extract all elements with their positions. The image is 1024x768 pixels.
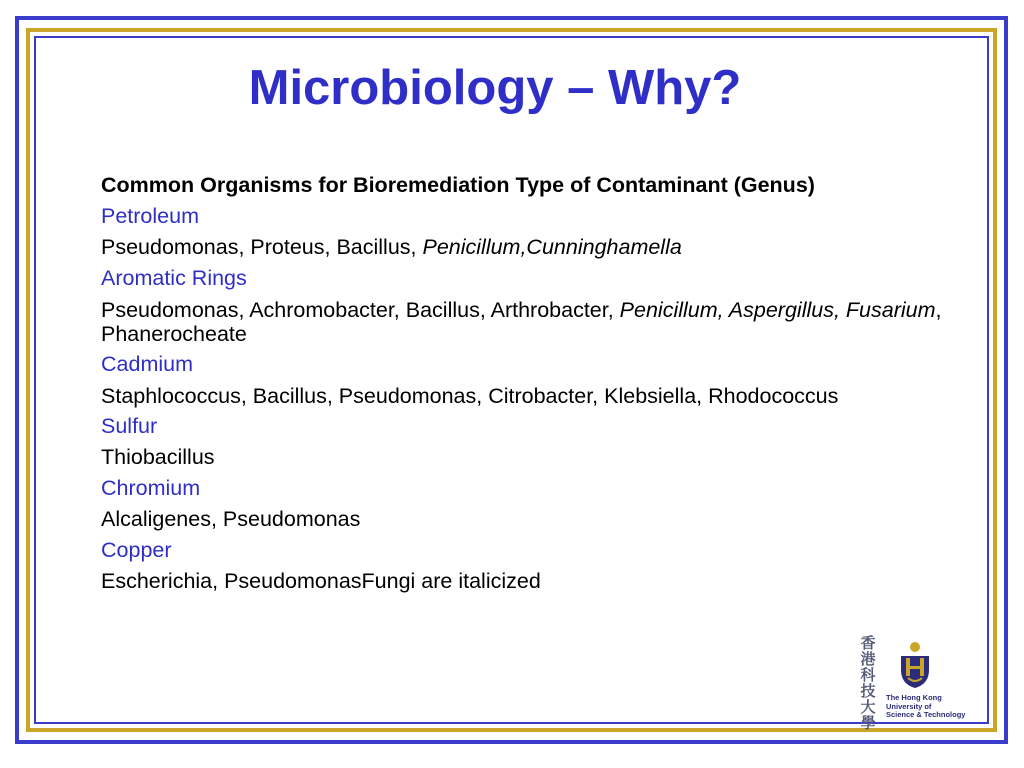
organisms-tail-text: , Phanerocheate xyxy=(101,298,942,346)
logo-char: 科 xyxy=(860,667,876,684)
logo-char: 香 xyxy=(860,635,876,652)
slide-title: Microbiology – Why? xyxy=(248,61,742,115)
category-copper: Copper xyxy=(101,538,172,562)
logo-line: Science & Technology xyxy=(886,710,966,719)
organisms-chromium: Alcaligenes, Pseudomonas xyxy=(101,507,361,531)
content-heading: Common Organisms for Bioremediation Type of Contaminant (Genus) xyxy=(101,173,815,197)
organisms-italic-text: Penicillum, Aspergillus, Fusarium xyxy=(619,298,936,322)
logo-char: 學 xyxy=(860,715,876,732)
category-sulfur: Sulfur xyxy=(101,414,158,438)
logo-char: 技 xyxy=(860,683,876,700)
logo-line: University of xyxy=(886,701,932,711)
organisms-cadmium: Staphlococcus, Bacillus, Pseudomonas, Citrobacter, Klebsiella, Rhodococcus xyxy=(101,384,839,408)
hkust-emblem-icon xyxy=(898,640,932,690)
category-petroleum: Petroleum xyxy=(101,204,199,228)
organisms-text: Pseudomonas, Achromobacter, Bacillus, Arthrobacter, xyxy=(101,298,620,322)
slide-content xyxy=(101,170,961,597)
category-cadmium: Cadmium xyxy=(101,352,193,376)
category-chromium: Chromium xyxy=(101,476,201,500)
logo-line: The Hong Kong xyxy=(886,693,942,702)
logo-chinese-name xyxy=(858,636,878,732)
organisms-sulfur: Thiobacillus xyxy=(101,445,215,469)
organisms-italic-text: Penicillum,Cunninghamella xyxy=(422,235,682,259)
logo-english-name xyxy=(886,694,965,720)
category-aromatic-rings: Aromatic Rings xyxy=(101,266,247,290)
logo-char: 大 xyxy=(860,699,876,716)
logo-char: 港 xyxy=(860,651,876,668)
organisms-aromatic-rings xyxy=(101,294,961,349)
organisms-copper: Escherichia, PseudomonasFungi are italicized xyxy=(101,569,541,593)
organisms-petroleum xyxy=(101,232,961,263)
organisms-text: Pseudomonas, Proteus, Bacillus, xyxy=(101,235,423,259)
hkust-logo xyxy=(858,635,968,732)
